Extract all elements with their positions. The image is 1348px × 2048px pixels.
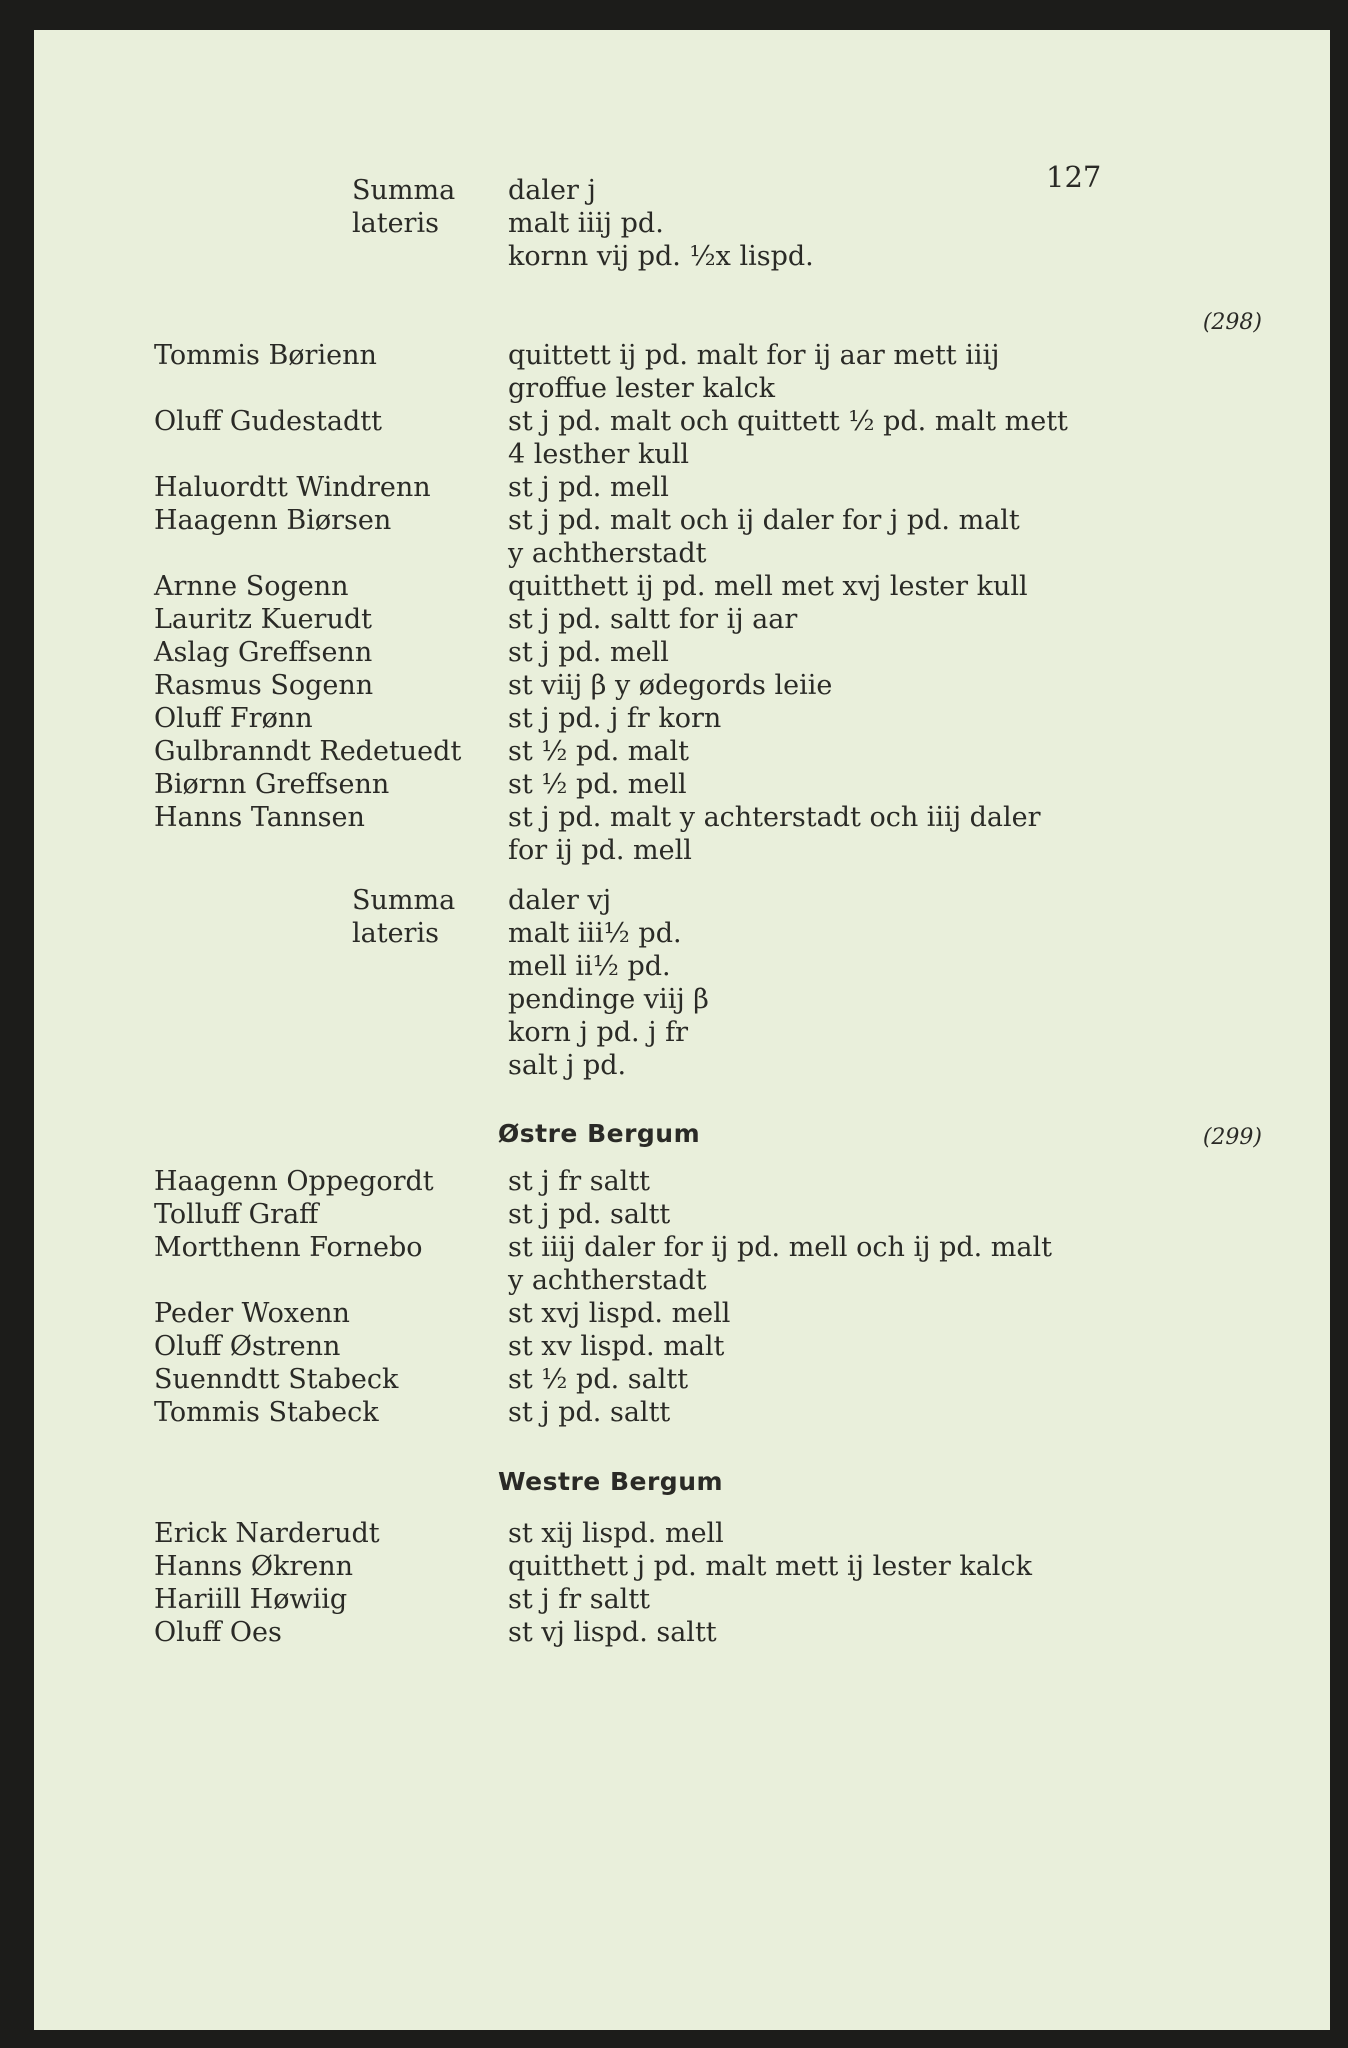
entry-name: Gulbranndt Redetuedt: [154, 736, 462, 767]
summa-line: malt iiij pd.: [508, 208, 664, 239]
entry-name: Tommis Børienn: [154, 340, 377, 371]
entry-name: Peder Woxenn: [154, 1298, 350, 1329]
entry-line: st ½ pd. mell: [508, 769, 687, 800]
entry-name: Haluordtt Windrenn: [154, 472, 431, 503]
entry-line: st j pd. saltt for ij aar: [508, 604, 798, 635]
summa-line: daler vj: [508, 885, 612, 916]
entry-name: Suenndtt Stabeck: [154, 1364, 399, 1395]
entry-name: Erick Narderudt: [154, 1518, 380, 1549]
summa-line: korn j pd. j fr: [508, 1017, 689, 1048]
entry-name: Hanns Tannsen: [154, 802, 365, 833]
entry-line: st xvj lispd. mell: [508, 1298, 731, 1329]
entry-name: Arnne Sogenn: [154, 571, 349, 602]
summa-label: lateris: [352, 918, 439, 949]
entry-name: Oluff Frønn: [154, 703, 313, 734]
entry-name: Haagenn Biørsen: [154, 505, 392, 536]
entry-name: Haagenn Oppegordt: [154, 1166, 434, 1197]
entry-name: Mortthenn Fornebo: [154, 1232, 423, 1263]
entry-name: Oluff Gudestadtt: [154, 406, 382, 437]
entry-line: st j pd. malt y achterstadt och iiij daler: [508, 802, 1041, 833]
summa-label: Summa: [352, 175, 456, 206]
entry-line: quittett ij pd. malt for ij aar mett iiij: [508, 340, 1000, 371]
entry-name: Lauritz Kuerudt: [154, 604, 372, 635]
entry-line: st j pd. mell: [508, 637, 669, 668]
reference-number: (299): [1202, 1125, 1262, 1150]
summa-line: mell ii½ pd.: [508, 951, 671, 982]
entry-name: Rasmus Sogenn: [154, 670, 374, 701]
summa-label: lateris: [352, 208, 439, 239]
summa-line: salt j pd.: [508, 1050, 627, 1081]
entry-name: Tommis Stabeck: [154, 1397, 379, 1428]
entry-line: groffue lester kalck: [508, 373, 775, 404]
entry-line: st j pd. saltt: [508, 1199, 671, 1230]
entry-line: st j pd. j fr korn: [508, 703, 722, 734]
section-heading: Østre Bergum: [498, 1119, 701, 1148]
summa-line: kornn vij pd. ½x lispd.: [508, 241, 814, 272]
summa-line: malt iii½ pd.: [508, 918, 682, 949]
entry-line: quitthett j pd. malt mett ij lester kalck: [508, 1551, 1032, 1582]
entry-name: Hariill Høwiig: [154, 1584, 348, 1615]
entry-line: st xv lispd. malt: [508, 1331, 725, 1362]
entry-line: st j pd. malt och ij daler for j pd. malt: [508, 505, 1020, 536]
reference-number: (298): [1202, 310, 1262, 335]
entry-line: st j fr saltt: [508, 1166, 651, 1197]
entry-line: st iiij daler for ij pd. mell och ij pd. malt: [508, 1232, 1052, 1263]
entry-line: st xij lispd. mell: [508, 1518, 724, 1549]
summa-label: Summa: [352, 885, 456, 916]
entry-name: Biørnn Greffsenn: [154, 769, 390, 800]
entry-line: y achtherstadt: [508, 1265, 707, 1296]
summa-line: pendinge viij β: [508, 984, 709, 1015]
entry-line: st j fr saltt: [508, 1584, 651, 1615]
entry-name: Tolluff Graff: [154, 1199, 319, 1230]
entry-line: st viij β y ødegords leiie: [508, 670, 833, 701]
entry-line: y achtherstadt: [508, 538, 707, 569]
entry-line: st vj lispd. saltt: [508, 1617, 717, 1648]
section-heading: Westre Bergum: [498, 1467, 724, 1496]
entry-line: 4 lesther kull: [508, 439, 689, 470]
entry-line: st ½ pd. saltt: [508, 1364, 689, 1395]
entry-name: Oluff Oes: [154, 1617, 282, 1648]
entry-line: st j pd. mell: [508, 472, 669, 503]
page-number: 127: [1046, 160, 1102, 194]
entry-line: quitthett ij pd. mell met xvj lester kull: [508, 571, 1028, 602]
entry-name: Aslag Greffsenn: [154, 637, 373, 668]
entry-name: Hanns Økrenn: [154, 1551, 354, 1582]
entry-line: st j pd. saltt: [508, 1397, 671, 1428]
document-page: [34, 30, 1330, 2030]
entry-line: st j pd. malt och quittett ½ pd. malt mett: [508, 406, 1068, 437]
summa-line: daler j: [508, 175, 596, 206]
entry-line: for ij pd. mell: [508, 835, 692, 866]
entry-name: Oluff Østrenn: [154, 1331, 341, 1362]
entry-line: st ½ pd. malt: [508, 736, 689, 767]
